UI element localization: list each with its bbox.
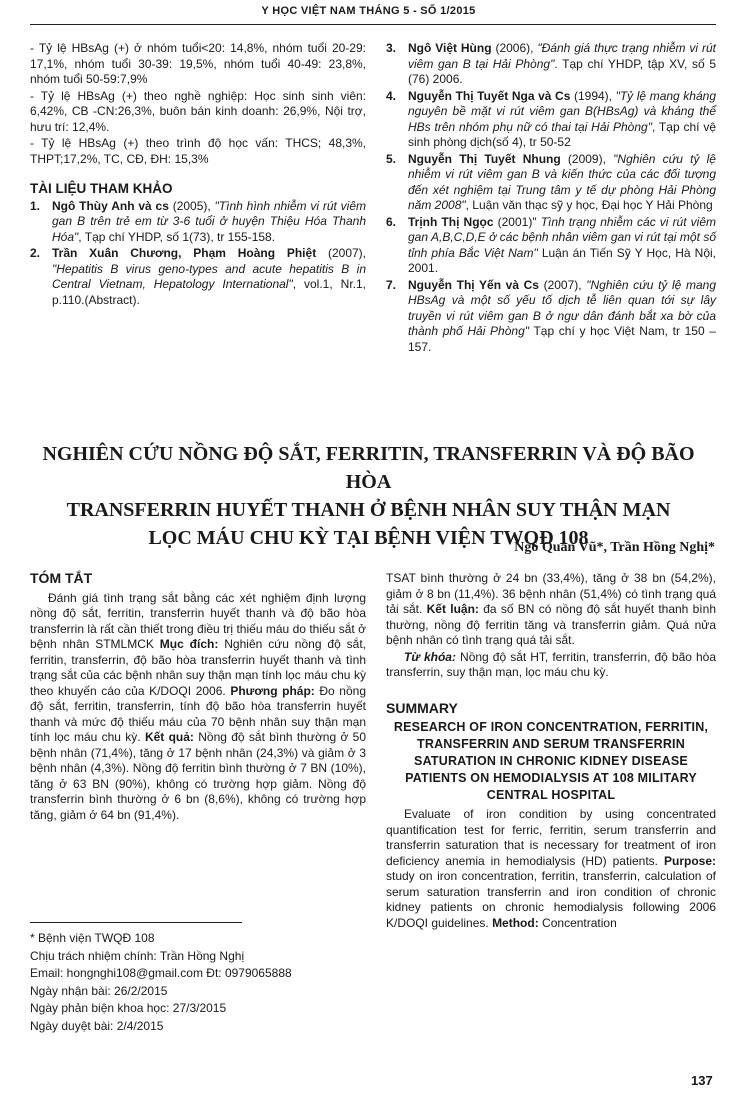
- abstract-paragraph: [30, 591, 366, 824]
- abstract-intro: Đánh giá tình trạng sắt bằng các xét nghiệm định lượng nồng độ sắt, ferritin, transferrin huyết thanh và độ bão hòa transferrin là rất cần thiết trong điều trị thiếu máu do thiếu sắt ở bệnh nhân STMLMCK: [30, 590, 366, 651]
- reference-title: "Nghiên cứu tỷ lệ nhiễm vi rút viêm gan B và kiến thức của các đối tượng đến xét nghiệm tại Trung tâm y tế dự phòng Hải Phòng năm 2008": [408, 151, 716, 212]
- right-top-column: [386, 41, 716, 356]
- reference-item: [386, 152, 716, 214]
- result-paragraph: - Tỷ lệ HBsAg (+) theo nghề nghiệp: Học sinh sinh viên: 6,42%, CB -CN:26,3%, buôn bán kinh doanh: 26,9%, Nội trợ, hưu trí: 12,4%.: [30, 88, 366, 134]
- article-title-line: NGHIÊN CỨU NỒNG ĐỘ SẮT, FERRITIN, TRANSFERRIN VÀ ĐỘ BÃO HÒA: [42, 443, 695, 493]
- method-text: Đo nồng độ sắt, ferritin, transferrin, tính độ bão hòa transferrin huyết thanh và mức độ thiếu máu của 70 bệnh nhân suy thận mạn tính lọc máu chu kỳ.: [30, 683, 366, 744]
- reference-number: 3.: [386, 41, 397, 55]
- reference-number: 1.: [30, 198, 41, 213]
- references-heading: TÀI LIỆU THAM KHẢO: [30, 181, 173, 196]
- reference-text: [408, 152, 716, 214]
- abstract-continuation: [386, 571, 716, 649]
- reference-year: (2005),: [168, 198, 215, 213]
- result-paragraph: - Tỷ lệ HBsAg (+) theo trình độ học vấn: THCS; 48,3%, THPT;17,2%, TC, CĐ, ĐH: 15,3%: [30, 136, 366, 166]
- reference-author: Ngô Thùy Anh và cs: [52, 198, 169, 213]
- reference-text: [52, 246, 366, 308]
- reference-item: [386, 41, 716, 88]
- reference-text: [52, 199, 366, 246]
- running-header: Y HỌC VIỆT NAM THÁNG 5 - SỐ 1/2015: [261, 5, 476, 17]
- reference-item: [30, 199, 366, 246]
- conclusion-text: đa số BN có nồng độ sắt huyết thanh bình thường, nồng độ ferritin tăng và transferrin giảm. Quá nửa bệnh nhân có tình trạng quá tải sắt.: [386, 602, 716, 647]
- reference-number: 4.: [386, 88, 397, 103]
- reference-title: "Tỷ lệ mang kháng nguyên bề mặt vi rút viêm gan B(HBsAg) và kháng thể HBs trên nhóm phụ nữ có thai tại Hải Phòng": [408, 88, 716, 134]
- reference-title: "Hepatitis B virus geno-types and acute hepatitis B in Central Vietnam, Hepatology International": [52, 261, 366, 291]
- result-paragraph: - Tỷ lệ HBsAg (+) ở nhóm tuổi<20: 14,8%, nhóm tuổi 20-29: 17,1%, nhóm tuổi 30-39: 19,5%, nhóm tuổi 40-49: 23,8%, nhóm tuổi 50-59:7,9%: [30, 41, 366, 86]
- conclusion-label: Kết luận:: [426, 602, 479, 616]
- reference-author: Trịnh Thị Ngọc: [408, 214, 494, 229]
- reference-title: "Đánh giá thực trạng nhiễm vi rút viêm gan B tại Hải Phòng": [408, 41, 716, 71]
- reference-year: (1994),: [570, 88, 616, 103]
- result-label: Kết quả:: [144, 730, 194, 744]
- summary-title: RESEARCH OF IRON CONCENTRATION, FERRITIN, TRANSFERRIN AND SERUM TRANSFERRIN SATURATION IN CHRONIC KIDNEY DISEASE PATIENTS ON HEMODIALYSIS AT 108 MILITARY CENTRAL HOSPITAL: [393, 720, 709, 802]
- reference-title: "Tình hình nhiễm vi rút viêm gan B trên trẻ em từ 3-6 tuổi ở huyện Thiệu Hóa Thanh Hóa": [52, 198, 366, 244]
- footnote-affiliation: * Bệnh viện TWQĐ 108: [30, 931, 155, 945]
- summary-method-text: Concentration: [538, 915, 617, 930]
- reference-item: [386, 215, 716, 277]
- reference-title: Tình trạng nhiễm các vi rút viêm gan A,B,C,D,E ở các bệnh nhân viêm gan vi rút tại một số tỉnh phía Bắc Việt Nam": [408, 214, 717, 260]
- purpose-text: study on iron concentration, ferritin, transferrin, calculation of serum saturation transferrin and iron condition of chronic kidney patients on chronic hemodialysis following 2006 K/DOQI guidelines.: [386, 869, 716, 930]
- reference-text: [408, 41, 716, 88]
- reference-text: [408, 89, 716, 151]
- result-text: Nồng độ sắt bình thường ở 50 bệnh nhân (71,4%), tăng ở 17 bệnh nhân (24,3%) và giảm ở 3 bệnh nhân (4,3%). Nồng độ ferritin bình thường ở 7 BN (10%), tăng ở 63 BN (90%), không có trường hợp giảm. Nồng độ transferrin bình thường ở 6 bn (8,6%), không có trường hợp tăng, giảm ở 64 bn (91,4%).: [30, 730, 366, 822]
- reference-number: 7.: [386, 277, 397, 292]
- keywords-paragraph: [386, 650, 716, 681]
- header-rule: [30, 24, 716, 25]
- purpose-label: Purpose:: [663, 853, 716, 868]
- aim-text: Nghiên cứu nồng độ sắt, ferritin, transferrin, độ bão hòa transferrin huyết thanh và tình trạng sắt của các bệnh nhân suy thận mạn tính lọc máu chu kỳ theo khuyến cáo của K/DOQI 2006.: [30, 637, 367, 698]
- reference-item: [386, 278, 716, 356]
- footnote-corresponding: Chịu trách nhiệm chính: Trần Hồng Nghị: [30, 948, 245, 963]
- reference-source: . Tạp chí YHDP, tập XV, số 5 (76) 2006.: [408, 56, 716, 86]
- keywords-text: Nồng độ sắt HT, ferritin, transferrin, độ bão hòa transferrin, suy thận mạn, lọc máu chu kỳ.: [386, 649, 717, 679]
- reference-source: , Luận văn thạc sỹ y học, Đại học Y Hải Phòng: [465, 198, 713, 212]
- footnote-received: Ngày nhận bài: 26/2/2015: [30, 983, 168, 998]
- reference-text: [408, 215, 716, 277]
- keywords-label: Từ khóa:: [404, 649, 456, 664]
- footnote-email: Email: hongnghi108@gmail.com Đt: 0979065888: [30, 966, 292, 980]
- reference-source: Luận án Tiến Sỹ Y Học, Hà Nội, 2001.: [408, 245, 717, 275]
- page-number: 137: [691, 1073, 713, 1088]
- right-bottom-column: [386, 571, 716, 932]
- reference-year: (2001)": [493, 214, 541, 229]
- reference-title: "Nghiên cứu tỷ lệ mang HBsAg và một số yếu tố dịch tễ liên quan tới sự lây truyền vi rút viêm gan B ở ngư dân đánh bắt xa bờ của thành phố Hải Phòng": [408, 277, 716, 338]
- abstract-vi: [30, 571, 366, 823]
- reference-year: (2009),: [560, 151, 614, 166]
- reference-year: (2006),: [491, 41, 538, 55]
- left-top-column: [30, 41, 366, 309]
- reference-author: Nguyễn Thị Yến và Cs: [408, 277, 539, 292]
- reference-year: (2007),: [316, 246, 366, 260]
- article-title-line: LỌC MÁU CHU KỲ TẠI BỆNH VIỆN TWQĐ 108: [148, 527, 589, 549]
- reference-source: , Tạp chí vệ sinh phòng dịch(số 4), tr 50-52: [408, 119, 716, 149]
- footnote-reviewed: Ngày phản biện khoa học: 27/3/2015: [30, 1001, 227, 1015]
- reference-item: [386, 89, 716, 151]
- reference-item: [30, 246, 366, 308]
- reference-source: Tạp chí y học Việt Nam, tr 150 – 157.: [408, 324, 716, 354]
- reference-number: 6.: [386, 214, 397, 229]
- reference-text: [408, 278, 716, 356]
- aim-label: Mục đích:: [159, 637, 219, 651]
- summary-paragraph: [386, 807, 716, 931]
- summary-method-label: Method:: [492, 915, 539, 930]
- reference-author: Nguyễn Thị Tuyết Nga và Cs: [408, 88, 571, 103]
- footnote-accepted: Ngày duyệt bài: 2/4/2015: [30, 1018, 164, 1033]
- footnote-rule: [30, 922, 242, 923]
- article-title-line: TRANSFERRIN HUYẾT THANH Ở BỆNH NHÂN SUY THẬN MẠN: [66, 499, 671, 521]
- summary-intro: Evaluate of iron condition by using concentrated quantification test for ferric, ferritin, serum transferrin and transferrin saturation that is necessary for treatment of iron deficiency anemia in hemodialysis (HD) patients.: [386, 807, 716, 868]
- summary-heading: SUMMARY: [386, 699, 458, 716]
- reference-source: , vol.1, Nr.1, p.110.(Abstract).: [52, 277, 366, 307]
- reference-author: Nguyễn Thị Tuyết Nhung: [408, 151, 561, 166]
- article-title: [20, 440, 717, 552]
- reference-author: Ngô Việt Hùng: [408, 41, 492, 55]
- reference-number: 2.: [30, 246, 41, 260]
- abstract-heading: TÓM TẮT: [30, 570, 93, 586]
- article-authors: Ngô Quân Vũ*, Trần Hồng Nghị*: [514, 540, 715, 555]
- footnotes: [30, 930, 370, 1035]
- reference-number: 5.: [386, 151, 397, 166]
- reference-source: , Tạp chí YHDP, số 1(73), tr 155-158.: [78, 229, 276, 244]
- reference-author: Trần Xuân Chương, Phạm Hoàng Phiệt: [52, 246, 317, 260]
- result-continued: TSAT bình thường ở 24 bn (33,4%), tăng ở 38 bn (54,2%), giảm ở 8 bn (11,4%). 36 bệnh nhân (51,4%) có tình trạng quá tải sắt.: [386, 571, 716, 616]
- reference-year: (2007),: [538, 277, 587, 292]
- method-label: Phương pháp:: [230, 683, 315, 698]
